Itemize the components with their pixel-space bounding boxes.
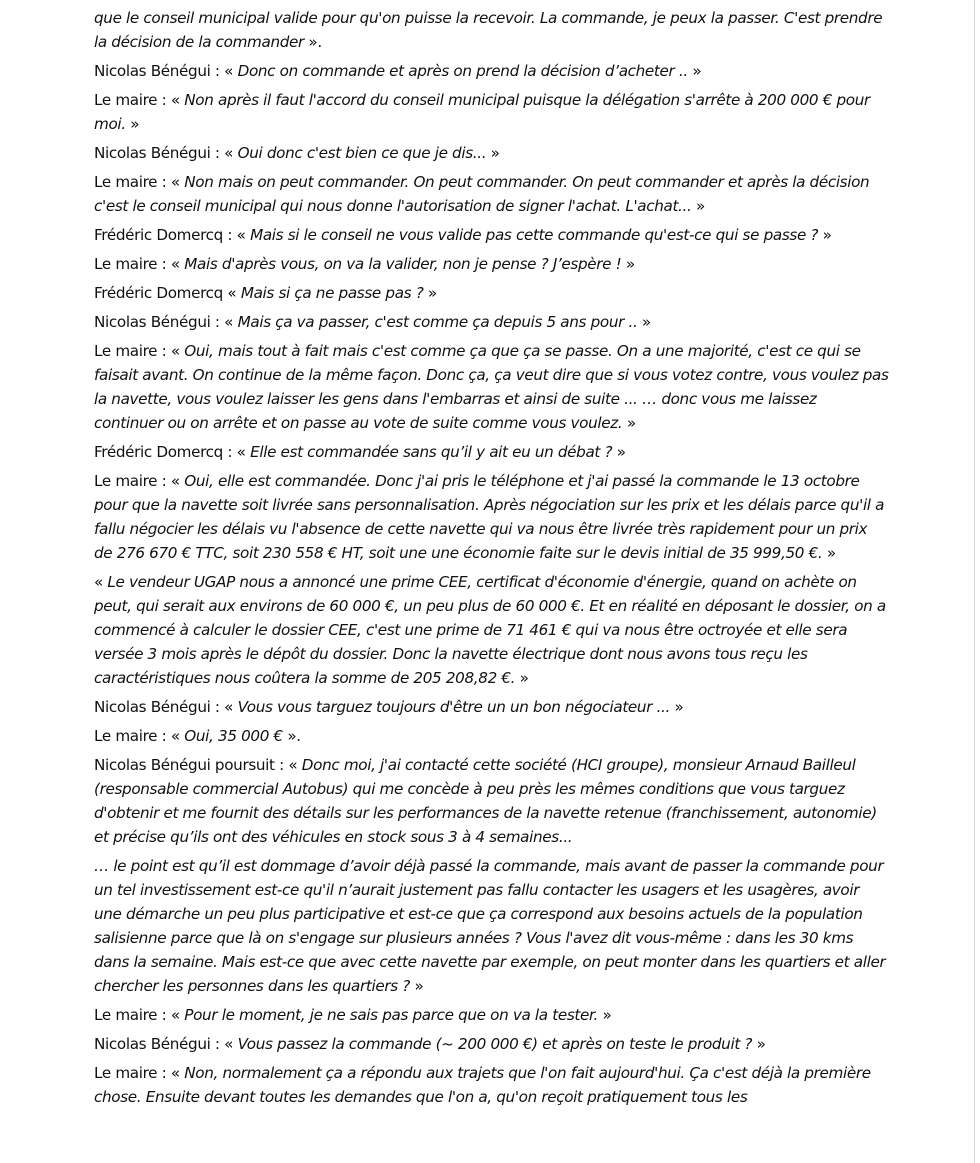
quote-close: ». xyxy=(303,33,322,51)
quote-text: Donc on commande et après on prend la décision d’acheter .. xyxy=(237,62,688,80)
quote-text: Oui, mais tout à fait mais c'est comme ça que ça se passe. On a une majorité, c'est ce qui se faisait avant. On continue de la même façon. Donc ça, ça veut dire que si vous votez contre, vous voulez pas la navette, vous voulez laisser les gens dans l'embarras et ainsi de suite ... … donc vous me laissez continuer ou on arrête et on passe au vote de suite comme vous voulez. xyxy=(94,342,889,432)
transcript-paragraph xyxy=(94,223,889,247)
speaker-label: Frédéric Domercq : « xyxy=(94,443,251,461)
quote-close: » xyxy=(818,226,832,244)
speaker-label: Nicolas Bénégui : « xyxy=(94,62,238,80)
quote-text: Elle est commandée sans qu’il y ait eu un débat ? xyxy=(250,443,613,461)
speaker-label: Le maire : « xyxy=(94,727,185,745)
speaker-label: Nicolas Bénégui : « xyxy=(94,1035,238,1053)
transcript-paragraph xyxy=(94,59,889,83)
quote-text: Oui, 35 000 € xyxy=(184,727,283,745)
transcript-paragraph xyxy=(94,339,889,435)
quote-close: » xyxy=(622,414,636,432)
quote-close: » xyxy=(423,284,437,302)
transcript-paragraph xyxy=(94,141,889,165)
quote-text: Pour le moment, je ne sais pas parce que on va la tester. xyxy=(184,1006,598,1024)
quote-text: Non après il faut l'accord du conseil municipal puisque la délégation s'arrête à 200 000 € pour moi. xyxy=(94,91,870,133)
quote-text: Vous vous targuez toujours d'être un un bon négociateur ... xyxy=(237,698,671,716)
transcript-paragraph xyxy=(94,695,889,719)
quote-close: » xyxy=(670,698,684,716)
quote-text: Vous passez la commande (~ 200 000 €) et après on teste le produit ? xyxy=(237,1035,753,1053)
speaker-label: Le maire : « xyxy=(94,91,185,109)
transcript-paragraph xyxy=(94,310,889,334)
quote-text: Le vendeur UGAP nous a annoncé une prime CEE, certificat d'économie d'énergie, quand on achète on peut, qui serait aux environs de 60 000 €, un peu plus de 60 000 €. Et en réalité en déposant le dossier, on a commencé à calculer le dossier CEE, c'est une prime de 71 461 € qui va nous être octroyée et elle sera versée 3 mois après le dépôt du dossier. Donc la navette électrique dont nous avons tous reçu les caractéristiques nous coûtera la somme de 205 208,82 €. xyxy=(94,573,886,687)
quote-text: Donc moi, j'ai contacté cette société (HCI groupe), monsieur Arnaud Bailleul (responsable commercial Autobus) qui me concède à peu près les mêmes conditions que vous targuez d'obtenir et me fournit des détails sur les performances de la navette retenue (franchissement, autonomie) et précise qu’ils ont des véhicules en stock sous 3 à 4 semaines... xyxy=(94,756,877,846)
transcript-paragraph xyxy=(94,753,889,849)
transcript-paragraph xyxy=(94,6,889,54)
quote-close: » xyxy=(637,313,651,331)
quote-close: » xyxy=(515,669,529,687)
transcript-paragraph xyxy=(94,469,889,565)
quote-text: Non mais on peut commander. On peut commander. On peut commander et après la décision c'est le conseil municipal qui nous donne l'autorisation de signer l'achat. L'achat... xyxy=(94,173,870,215)
transcript-paragraph xyxy=(94,570,889,690)
quote-text: Non, normalement ça a répondu aux trajets que l'on fait aujourd'hui. Ça c'est déjà la première chose. Ensuite devant toutes les demandes que l'on a, qu'on reçoit pratiquement tous les xyxy=(94,1064,871,1106)
quote-close: ». xyxy=(282,727,301,745)
speaker-label: Le maire : « xyxy=(94,342,185,360)
transcript-paragraph xyxy=(94,440,889,464)
speaker-label: « xyxy=(94,573,108,591)
transcript-paragraph xyxy=(94,281,889,305)
transcript-body xyxy=(94,6,889,1114)
speaker-label: Le maire : « xyxy=(94,472,185,490)
quote-text: … le point est qu’il est dommage d’avoir déjà passé la commande, mais avant de passer la commande pour un tel investissement est-ce qu'il n’aurait justement pas fallu contacter les usagers et les usagères, avoir une démarche un peu plus participative et est-ce que ça correspond aux besoins actuels de la population salisienne parce que là on s'engage sur plusieurs années ? Vous l'avez dit vous-même : dans les 30 kms dans la semaine. Mais est-ce que avec cette navette par exemple, on peut monter dans les quartiers et aller chercher les personnes dans les quartiers ? xyxy=(94,857,886,995)
speaker-label: Le maire : « xyxy=(94,1006,185,1024)
quote-text: Mais si ça ne passe pas ? xyxy=(240,284,424,302)
quote-text: Oui, elle est commandée. Donc j'ai pris le téléphone et j'ai passé la commande le 13 octobre pour que la navette soit livrée sans personnalisation. Après négociation sur les prix et les délais parce qu'il a fallu négocier les délais vu l'absence de cette navette qui va nous être livrée très rapidement pour un prix de 276 670 € TTC, soit 230 558 € HT, soit une une économie faite sur le devis initial de 35 999,50 €. xyxy=(94,472,885,562)
page-edge-divider xyxy=(974,0,975,1163)
speaker-label: Nicolas Bénégui : « xyxy=(94,698,238,716)
speaker-label: Le maire : « xyxy=(94,255,185,273)
quote-close: » xyxy=(822,544,836,562)
transcript-paragraph xyxy=(94,854,889,998)
transcript-paragraph xyxy=(94,1061,889,1109)
transcript-paragraph xyxy=(94,170,889,218)
transcript-paragraph xyxy=(94,88,889,136)
quote-close: » xyxy=(597,1006,612,1024)
quote-close: » xyxy=(612,443,626,461)
quote-close: » xyxy=(486,144,500,162)
speaker-label: Frédéric Domercq « xyxy=(94,284,241,302)
quote-close: » xyxy=(125,115,140,133)
speaker-label: Nicolas Bénégui poursuit : « xyxy=(94,756,302,774)
quote-text: Oui donc c'est bien ce que je dis... xyxy=(237,144,487,162)
quote-text: Mais d'après vous, on va la valider, non je pense ? J’espère ! xyxy=(184,255,622,273)
quote-close: » xyxy=(409,977,424,995)
transcript-paragraph xyxy=(94,724,889,748)
speaker-label: Le maire : « xyxy=(94,173,185,191)
speaker-label: Nicolas Bénégui : « xyxy=(94,313,238,331)
quote-text: que le conseil municipal valide pour qu'on puisse la recevoir. La commande, je peux la passer. C'est prendre la décision de la commander xyxy=(94,9,883,51)
speaker-label: Frédéric Domercq : « xyxy=(94,226,251,244)
transcript-paragraph xyxy=(94,1032,889,1056)
quote-close: » xyxy=(621,255,635,273)
quote-close: » xyxy=(687,62,702,80)
quote-close: » xyxy=(691,197,705,215)
quote-text: Mais si le conseil ne vous valide pas cette commande qu'est-ce qui se passe ? xyxy=(250,226,819,244)
transcript-paragraph xyxy=(94,252,889,276)
transcript-paragraph xyxy=(94,1003,889,1027)
quote-text: Mais ça va passer, c'est comme ça depuis 5 ans pour .. xyxy=(237,313,638,331)
quote-close: » xyxy=(752,1035,766,1053)
speaker-label: Nicolas Bénégui : « xyxy=(94,144,238,162)
speaker-label: Le maire : « xyxy=(94,1064,185,1082)
